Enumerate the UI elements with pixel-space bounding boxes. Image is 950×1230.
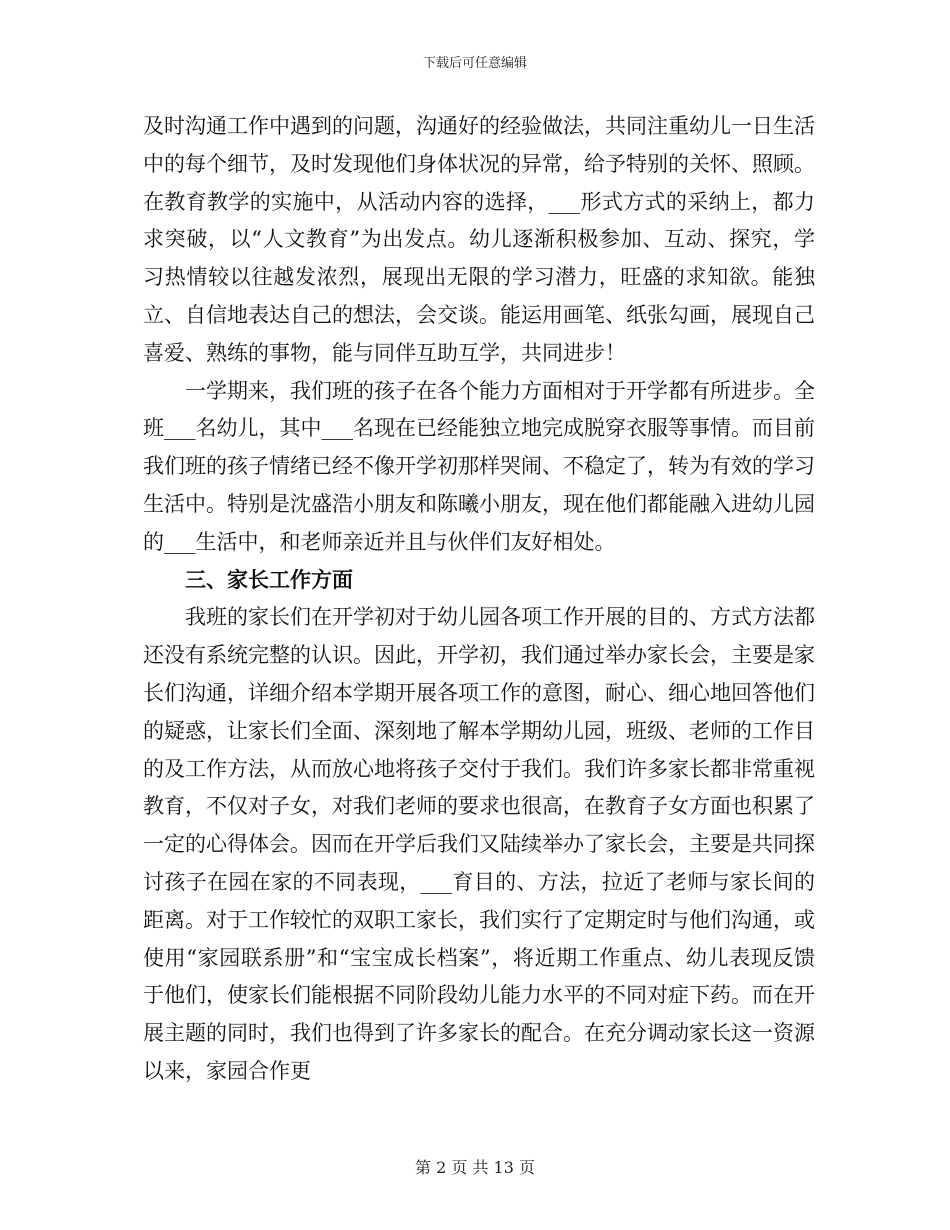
paragraph-progress: 一学期来，我们班的孩子在各个能力方面相对于开学都有所进步。全班___名幼儿，其中___名现在已经能独立地完成脱穿衣服等事情。而目前我们班的孩子情绪已经不像开学初那样哭闹、不稳定了，转为有效的学习生活中。特别是沈盛浩小朋友和陈曦小朋友，现在他们都能融入进幼儿园的___生活中，和老师亲近并且与伙伴们友好相处。 (143, 378, 815, 554)
section-heading-parents: 三、家长工作方面 (185, 567, 353, 592)
paragraph-parents-work: 我班的家长们在开学初对于幼儿园各项工作开展的目的、方式方法都还没有系统完整的认识。因此，开学初，我们通过举办家长会，主要是家长们沟通，详细介绍本学期开展各项工作的意图，耐心、细心地回答他们的疑惑，让家长们全面、深刻地了解本学期幼儿园，班级、老师的工作目的及工作方法，从而放心地将孩子交付于我们。我们许多家长都非常重视教育，不仅对子女，对我们老师的要求也很高，在教育子女方面也积累了一定的心得体会。因而在开学后我们又陆续举办了家长会，主要是共同探讨孩子在园在家的不同表现，___育目的、方法，拉近了老师与家长间的距离。对于工作较忙的双职工家长，我们实行了定期定时与他们沟通，或使用“家园联系册”和“宝宝成长档案”，将近期工作重点、幼儿表现反馈于他们，使家长们能根据不同阶段幼儿能力水平的不同对症下药。而在开展主题的同时，我们也得到了许多家长的配合。在充分调动家长这一资源以来，家园合作更 (143, 605, 815, 1083)
page-number: 第 2 页 共 13 页 (415, 1158, 535, 1177)
page-header-note: 下载后可任意编辑 (422, 56, 527, 71)
paragraph-activities: 及时沟通工作中遇到的问题，沟通好的经验做法，共同注重幼儿一日生活中的每个细节，及时发现他们身体状况的异常，给予特别的关怀、照顾。在教育教学的实施中，从活动内容的选择，___形式方式的采纳上，都力求突破，以“人文教育”为出发点。幼儿逐渐积极参加、互动、探究，学习热情较以往越发浓烈，展现出无限的学习潜力，旺盛的求知欲。能独立、自信地表达自己的想法，会交谈。能运用画笔、纸张勾画，展现自己喜爱、熟练的事物，能与同伴互助互学，共同进步！ (143, 114, 815, 365)
document-body (143, 108, 815, 1091)
